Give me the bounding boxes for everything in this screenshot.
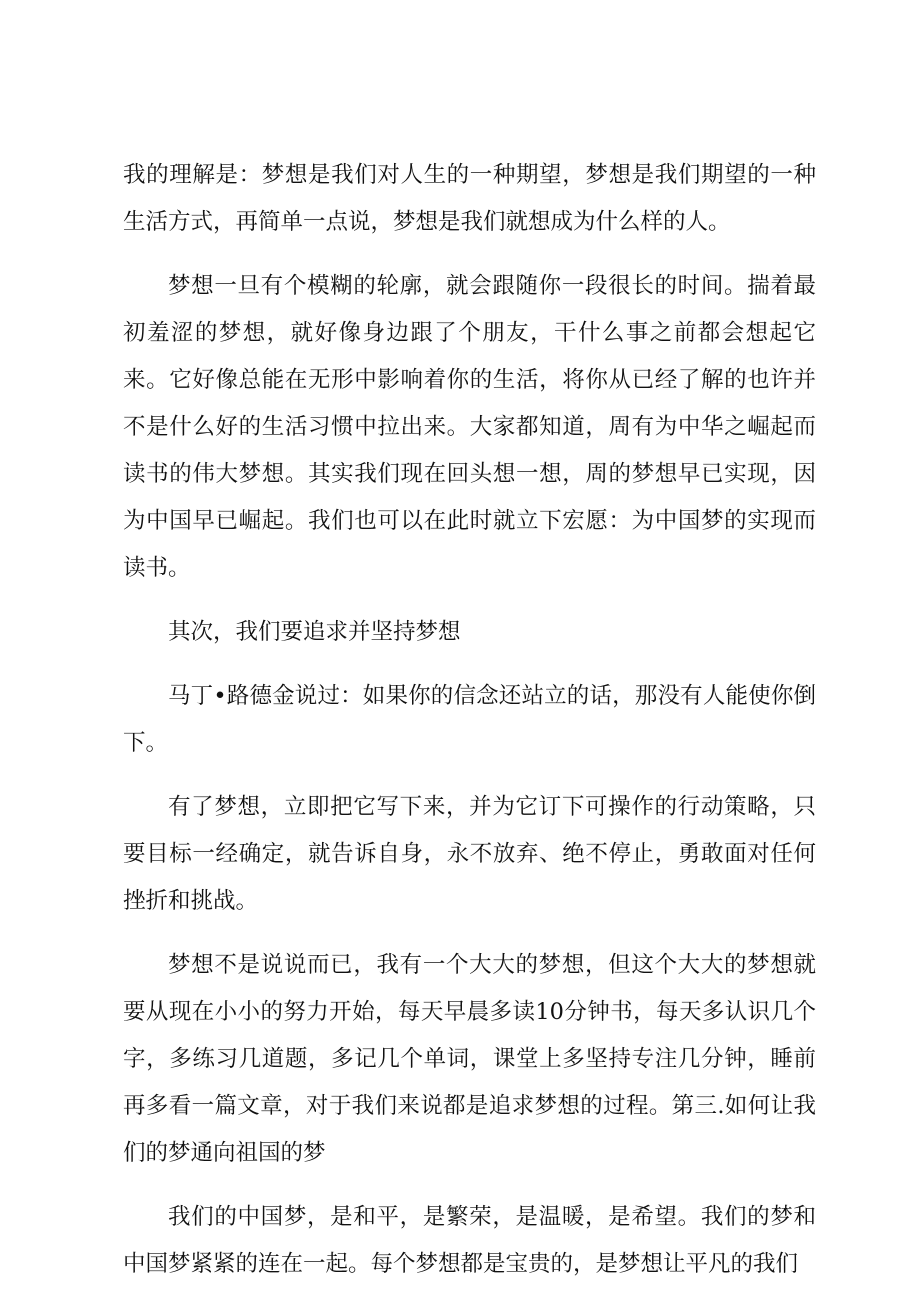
paragraph-2: 梦想一旦有个模糊的轮廓，就会跟随你一段很长的时间。揣着最初羞涩的梦想，就好像身边跟了个朋友，干什么事之前都会想起它来。它好像总能在无形中影响着你的生活，将你从已经了解的也许并不是什么好的生活习惯中拉出来。大家都知道，周有为中华之崛起而读书的伟大梦想。其实我们现在回头想一想，周的梦想早已实现，因为中国早已崛起。我们也可以在此时就立下宏愿：为中国梦的实现而读书。 (123, 273, 816, 581)
paragraph-5: 梦想不是说说而已，我有一个大大的梦想，但这个大大的梦想就要从现在小小的努力开始，每天早晨多读10分钟书，每天多认识几个字，多练习几道题，多记几个单词，课堂上多坚持专注几分钟，睡前再多看一篇文章，对于我们来说都是追求梦想的过程。第三.如何让我们的梦通向祖国的梦 (123, 952, 816, 1166)
quote-paragraph: 马丁•路德金说过：如果你的信念还站立的话，那没有人能使你倒下。 (123, 683, 816, 756)
body-text (123, 152, 816, 1305)
paragraph-1: 我的理解是：梦想是我们对人生的一种期望，梦想是我们期望的一种生活方式，再简单一点说，梦想是我们就想成为什么样的人。 (123, 162, 816, 235)
section-heading-pursue-dream: 其次，我们要追求并坚持梦想 (168, 619, 461, 645)
paragraph-4: 有了梦想，立即把它写下来，并为它订下可操作的行动策略，只要目标一经确定，就告诉自身，永不放弃、绝不停止，勇敢面对任何挫折和挑战。 (123, 794, 816, 914)
paragraph-6: 我们的中国梦，是和平，是繁荣，是温暖，是希望。我们的梦和中国梦紧紧的连在一起。每个梦想都是宝贵的，是梦想让平凡的我们 (123, 1204, 816, 1277)
